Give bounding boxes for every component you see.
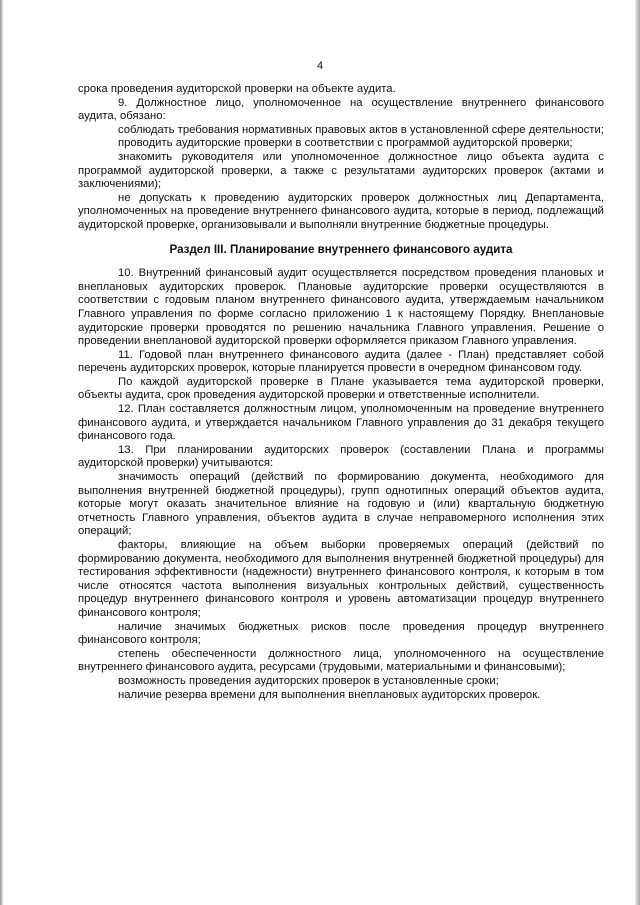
paragraph-clause-13: 13. При планировании аудиторских проверок (составлении Плана и программы аудиторской проверки) учитываются: — [78, 443, 604, 470]
paragraph-clause-11: 11. Годовой план внутреннего финансового аудита (далее - План) представляет собой перечень аудиторских проверок, которые планируется провести в очередном финансовом году. — [78, 348, 604, 375]
paragraph-plan-contents: По каждой аудиторской проверке в Плане указывается тема аудиторской проверки, объекты аудита, срок проведения аудиторской проверки и ответственные исполнители. — [78, 375, 604, 402]
paragraph-factor-6: наличие резерва времени для выполнения внеплановых аудиторских проверок. — [118, 688, 541, 701]
paragraph-factor-4: степень обеспеченности должностного лица, уполномоченного на осуществление внутреннего финансового аудита, ресурсами (трудовыми, материальными и финансовыми); — [78, 647, 604, 674]
page-number: 4 — [316, 60, 324, 72]
paragraph-factor-1: значимость операций (действий по формированию документа, необходимого для выполнения внутренней бюджетной процедуры), групп однотипных операций объектов аудита, которые могут оказать значительное влияние на годовую и (или) квартальную бюджетную отчетность Главного управления, объектов аудита в случае неправомерного исполнения этих операций; — [78, 471, 604, 538]
paragraph-duty-1: соблюдать требования нормативных правовых актов в установленной сфере деятельности; — [118, 123, 604, 136]
paragraph-duty-4: не допускать к проведению аудиторских проверок должностных лиц Департамента, уполномоченных на проведение внутреннего финансового аудита, которые в период, подлежащий аудиторской проверке, организовывали и выполняли внутренние бюджетные процедуры. — [78, 191, 604, 231]
document-body — [78, 83, 604, 702]
paragraph-clause-12: 12. План составляется должностным лицом, уполномоченным на проведение внутреннего финансового аудита, и утверждается начальником Главного управления до 31 декабря текущего финансового года. — [78, 403, 604, 443]
paragraph-continuation: срока проведения аудиторской проверки на объекте аудита. — [78, 83, 396, 95]
paragraph-duty-3: знакомить руководителя или уполномоченное должностное лицо объекта аудита с программой аудиторской проверки, а также с результатами аудиторских проверок (актами и заключениями); — [78, 150, 604, 191]
paragraph-duty-2: проводить аудиторские проверки в соответствии с программой аудиторской проверки; — [118, 137, 573, 150]
paragraph-clause-9: 9. Должностное лицо, уполномоченное на осуществление внутреннего финансового аудита, обязано: — [78, 96, 604, 123]
paragraph-factor-2: факторы, влияющие на объем выборки проверяемых операций (действий по формированию документа, необходимого для выполнения внутренней бюджетной процедуры) для тестирования эффективности (надежности) внутреннего финансового контроля, к которым в том числе относятся частота выполнения визуальных контрольных действий, существенность процедур внутреннего финансового контроля и уровень автоматизации процедур внутреннего финансового контроля; — [78, 539, 604, 619]
paragraph-factor-5: возможность проведения аудиторских проверок в установленные сроки; — [118, 674, 499, 687]
scan-edge-right — [635, 0, 640, 905]
paragraph-factor-3: наличие значимых бюджетных рисков после проведения процедур внутреннего финансового контроля; — [78, 620, 604, 647]
section-heading: Раздел III. Планирование внутреннего финансового аудита — [169, 242, 513, 256]
scan-edge-left — [0, 0, 3, 905]
paragraph-clause-10: 10. Внутренний финансовый аудит осуществляется посредством проведения плановых и внеплановых аудиторских проверок. Плановые аудиторские проверки осуществляются в соответствии с годовым планом внутреннего финансового аудита, утверждаемым начальником Главного управления по форме согласно приложению 1 к настоящему Порядку. Внеплановые аудиторские проверки проводятся по решению начальника Главного управления. Решение о проведении внеплановой аудиторской проверки оформляется приказом Главного управления. — [78, 267, 604, 348]
